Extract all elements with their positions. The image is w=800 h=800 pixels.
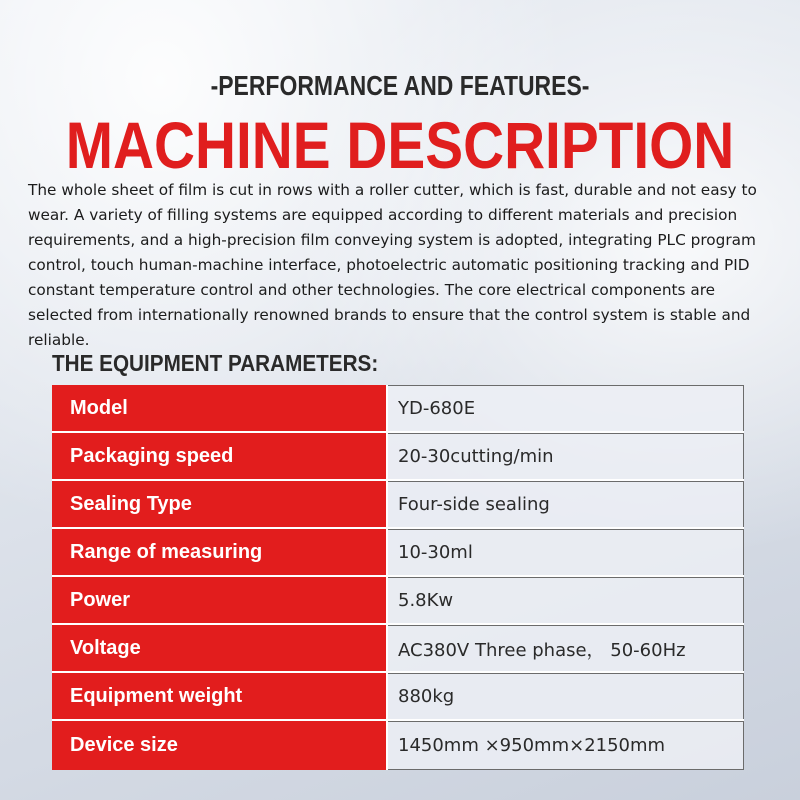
param-row-range-of-measuring	[52, 529, 744, 577]
param-label: Range of measuring	[52, 529, 388, 575]
param-label: Packaging speed	[52, 433, 388, 479]
param-label: Voltage	[52, 625, 388, 671]
machine-description: The whole sheet of film is cut in rows with a roller cutter, which is fast, durable and not easy to wear. A variety of filling systems are equipped according to different materials and precision requirements, and a high-precision film conveying system is adopted, integrating PLC program control, touch human-machine interface, photoelectric automatic positioning tracking and PID constant temperature control and other technologies. The core electrical components are selected from internationally renowned brands to ensure that the control system is stable and reliable.	[28, 181, 757, 349]
param-row-device-size	[52, 721, 744, 770]
param-value: 5.8Kw	[388, 577, 744, 623]
param-value: AC380V Three phase， 50-60Hz	[388, 625, 744, 671]
param-value: Four-side sealing	[388, 481, 744, 527]
param-row-equipment-weight	[52, 673, 744, 721]
param-value: 880kg	[388, 673, 744, 719]
param-row-power	[52, 577, 744, 625]
param-label: Equipment weight	[52, 673, 388, 719]
parameters-table	[52, 385, 744, 770]
param-value: 10-30ml	[388, 529, 744, 575]
param-row-voltage	[52, 625, 744, 673]
param-value: 20-30cutting/min	[388, 433, 744, 479]
param-value: 1450mm ×950mm×2150mm	[388, 721, 744, 770]
param-row-model	[52, 385, 744, 433]
param-label: Model	[52, 385, 388, 431]
param-row-packaging-speed	[52, 433, 744, 481]
param-value: YD-680E	[388, 385, 744, 431]
param-label: Sealing Type	[52, 481, 388, 527]
page-title: MACHINE DESCRIPTION	[65, 108, 735, 182]
parameters-heading: THE EQUIPMENT PARAMETERS:	[52, 350, 379, 376]
param-label: Power	[52, 577, 388, 623]
section-subtitle: -PERFORMANCE AND FEATURES-	[210, 70, 590, 101]
param-label: Device size	[52, 721, 388, 770]
param-row-sealing-type	[52, 481, 744, 529]
